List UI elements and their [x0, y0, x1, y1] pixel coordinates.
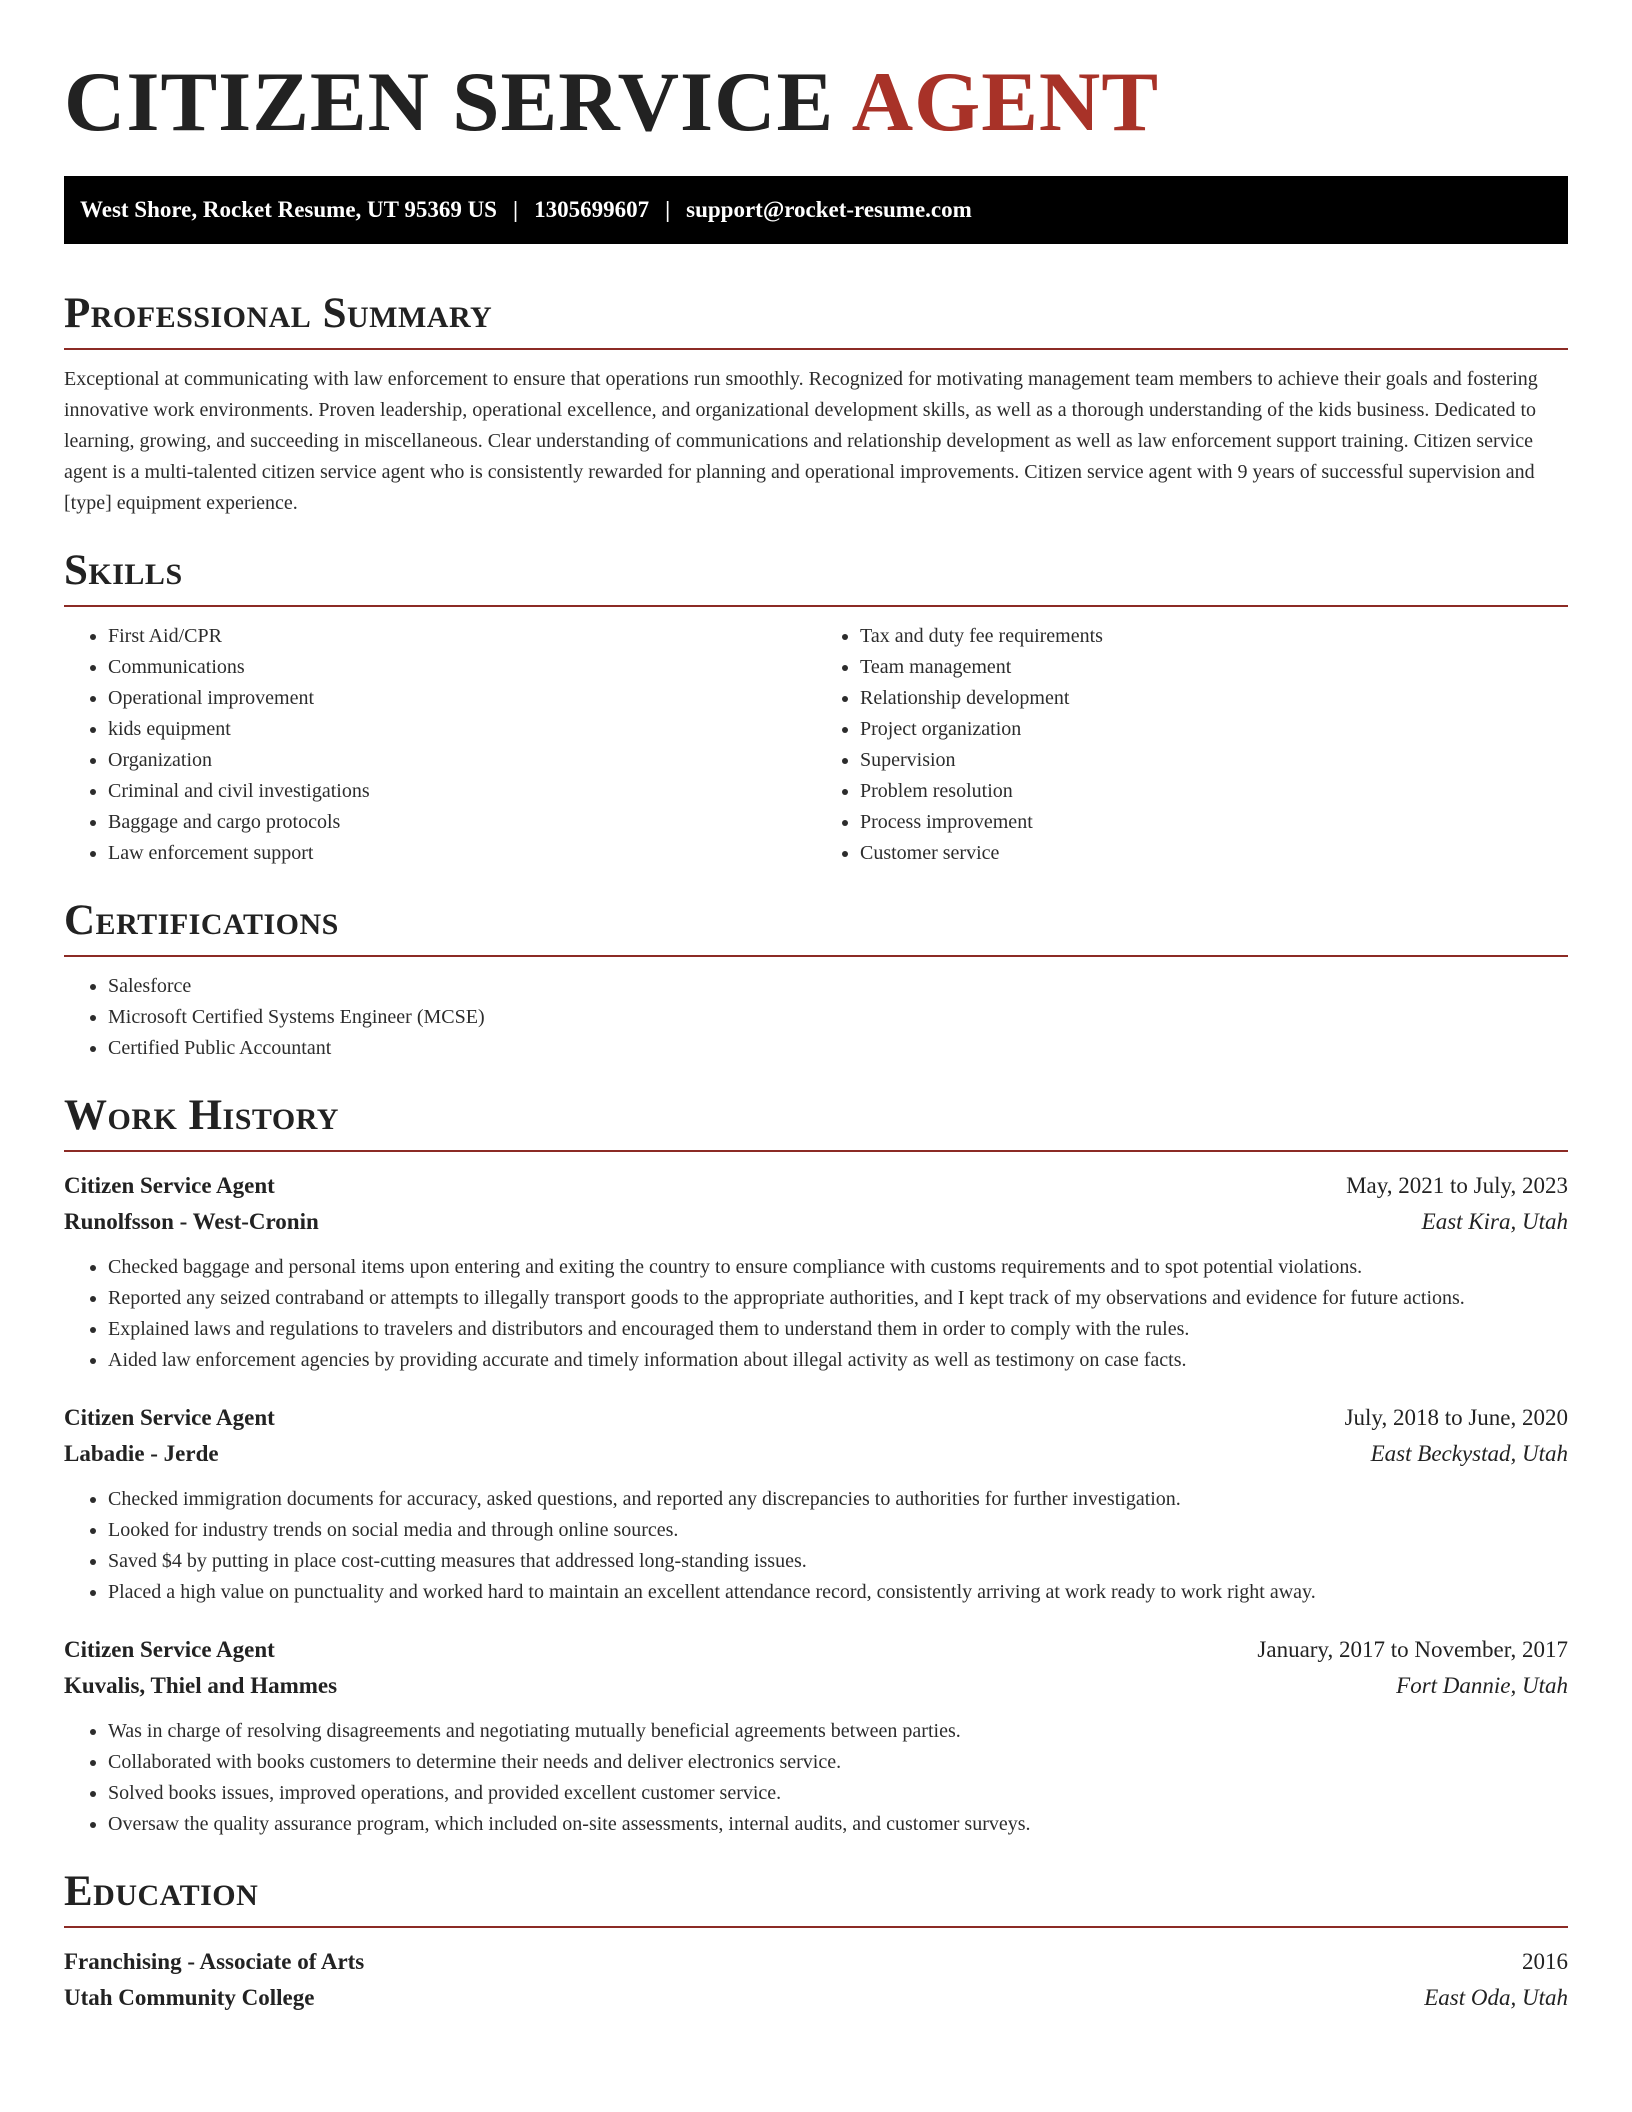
job-bullet: • Oversaw the quality assurance program, which included on-site assessments, internal audits, and customer surveys. [108, 1809, 1568, 1840]
education-degree: Franchising - Associate of Arts [64, 1949, 365, 1974]
name-main: CITIZEN SERVICE [64, 55, 835, 149]
contact-phone: 1305699607 [534, 197, 650, 222]
job-dates: January, 2017 to November, 2017 [1257, 1637, 1568, 1662]
certifications-list [64, 971, 1568, 1064]
education-section [64, 1866, 1568, 2016]
contact-separator: | [665, 197, 671, 222]
job-company: Kuvalis, Thiel and Hammes [64, 1673, 338, 1698]
education-school-row [64, 1980, 1568, 2016]
job-bullets [64, 1716, 1568, 1840]
skill-item: • Operational improvement [108, 683, 816, 714]
job-header-row [64, 1632, 1568, 1668]
skill-item: • Customer service [860, 838, 1568, 869]
skill-item: • Criminal and civil investigations [108, 776, 816, 807]
skills-grid [64, 607, 1568, 869]
skill-item: • Baggage and cargo protocols [108, 807, 816, 838]
job-dates: July, 2018 to June, 2020 [1344, 1405, 1568, 1430]
job-bullet: • Checked baggage and personal items upon entering and exiting the country to ensure compliance with customs requirements and to spot potential violations. [108, 1252, 1568, 1283]
education-entry [64, 1944, 1568, 2016]
skill-item: • Communications [108, 652, 816, 683]
skills-list-left [64, 621, 816, 869]
job-dates: May, 2021 to July, 2023 [1346, 1173, 1568, 1198]
certifications-section [64, 895, 1568, 1064]
contact-address: West Shore, Rocket Resume, UT 95369 US [80, 197, 497, 222]
section-divider [64, 348, 1568, 350]
job-bullet: • Looked for industry trends on social media and through online sources. [108, 1515, 1568, 1546]
summary-heading: Professional Summary [64, 290, 493, 337]
skill-item: • Organization [108, 745, 816, 776]
section-divider [64, 1926, 1568, 1928]
skill-item: • Law enforcement support [108, 838, 816, 869]
certification-item: • Certified Public Accountant [108, 1033, 1568, 1064]
skill-item: • Relationship development [860, 683, 1568, 714]
certifications-heading: Certifications [64, 897, 339, 944]
summary-text: Exceptional at communicating with law enforcement to ensure that operations run smoothly. Recognized for motivating management team members to achieve their goals and fostering innovative work environments. Proven leadership, operational excellence, and organizational development skills, as well as a thorough understanding of the kids business. Dedicated to learning, growing, and succeeding in miscellaneous. Clear understanding of communications and relationship development as well as law enforcement support training. Citizen service agent is a multi-talented citizen service agent who is consistently rewarded for planning and operational improvements. Citizen service agent with 9 years of successful supervision and [type] equipment experience. [64, 368, 1538, 514]
certification-item: • Salesforce [108, 971, 1568, 1002]
job-bullets [64, 1252, 1568, 1376]
skills-heading: Skills [64, 547, 183, 594]
job-location: East Kira, Utah [1421, 1209, 1568, 1234]
education-heading: Education [64, 1868, 259, 1915]
section-divider [64, 1150, 1568, 1152]
job-location: East Beckystad, Utah [1370, 1441, 1568, 1466]
job-title: Citizen Service Agent [64, 1405, 275, 1430]
job-bullet: • Was in charge of resolving disagreements and negotiating mutually beneficial agreements between parties. [108, 1716, 1568, 1747]
work-history-heading: Work History [64, 1092, 339, 1139]
skills-section [64, 545, 1568, 869]
contact-separator: | [512, 197, 519, 222]
education-location: East Oda, Utah [1424, 1985, 1568, 2010]
job-header-row [64, 1168, 1568, 1204]
section-divider [64, 955, 1568, 957]
job-header-row [64, 1400, 1568, 1436]
name-accent: AGENT [851, 55, 1160, 149]
work-history-section [64, 1090, 1568, 1840]
job-entry [64, 1400, 1568, 1608]
contact-email[interactable]: support@rocket-resume.com [686, 197, 972, 222]
job-title: Citizen Service Agent [64, 1637, 275, 1662]
job-bullet: • Solved books issues, improved operations, and provided excellent customer service. [108, 1778, 1568, 1809]
job-bullet: • Explained laws and regulations to travelers and distributors and encouraged them to understand them in order to comply with the rules. [108, 1314, 1568, 1345]
certification-item: • Microsoft Certified Systems Engineer (MCSE) [108, 1002, 1568, 1033]
education-school: Utah Community College [64, 1985, 315, 2010]
job-company-row [64, 1668, 1568, 1704]
skills-list-right [816, 621, 1568, 869]
job-company: Runolfsson - West-Cronin [64, 1209, 319, 1234]
skill-item: • Tax and duty fee requirements [860, 621, 1568, 652]
job-company-row [64, 1204, 1568, 1240]
skill-item: • Problem resolution [860, 776, 1568, 807]
job-bullet: • Collaborated with books customers to determine their needs and deliver electronics service. [108, 1747, 1568, 1778]
skill-item: • Process improvement [860, 807, 1568, 838]
job-bullet: • Checked immigration documents for accuracy, asked questions, and reported any discrepancies to authorities for further investigation. [108, 1484, 1568, 1515]
skill-item: • kids equipment [108, 714, 816, 745]
job-title: Citizen Service Agent [64, 1173, 275, 1198]
job-location: Fort Dannie, Utah [1396, 1673, 1568, 1698]
job-company: Labadie - Jerde [64, 1441, 219, 1466]
skill-item: • Project organization [860, 714, 1568, 745]
skill-item: • Team management [860, 652, 1568, 683]
job-company-row [64, 1436, 1568, 1472]
job-bullets [64, 1484, 1568, 1608]
job-entry [64, 1632, 1568, 1840]
resume-name [64, 0, 1568, 148]
skill-item: • First Aid/CPR [108, 621, 816, 652]
contact-bar [64, 176, 1568, 244]
job-bullet: • Saved $4 by putting in place cost-cutting measures that addressed long-standing issues. [108, 1546, 1568, 1577]
education-year: 2016 [1522, 1949, 1568, 1974]
education-degree-row [64, 1944, 1568, 1980]
job-bullet: • Aided law enforcement agencies by providing accurate and timely information about illegal activity as well as testimony on case facts. [108, 1345, 1568, 1376]
skill-item: • Supervision [860, 745, 1568, 776]
summary-section [64, 288, 1568, 519]
job-entry [64, 1168, 1568, 1376]
job-bullet: • Placed a high value on punctuality and worked hard to maintain an excellent attendance record, consistently arriving at work ready to work right away. [108, 1577, 1568, 1608]
job-bullet: • Reported any seized contraband or attempts to illegally transport goods to the appropriate authorities, and I kept track of my observations and evidence for future actions. [108, 1283, 1568, 1314]
